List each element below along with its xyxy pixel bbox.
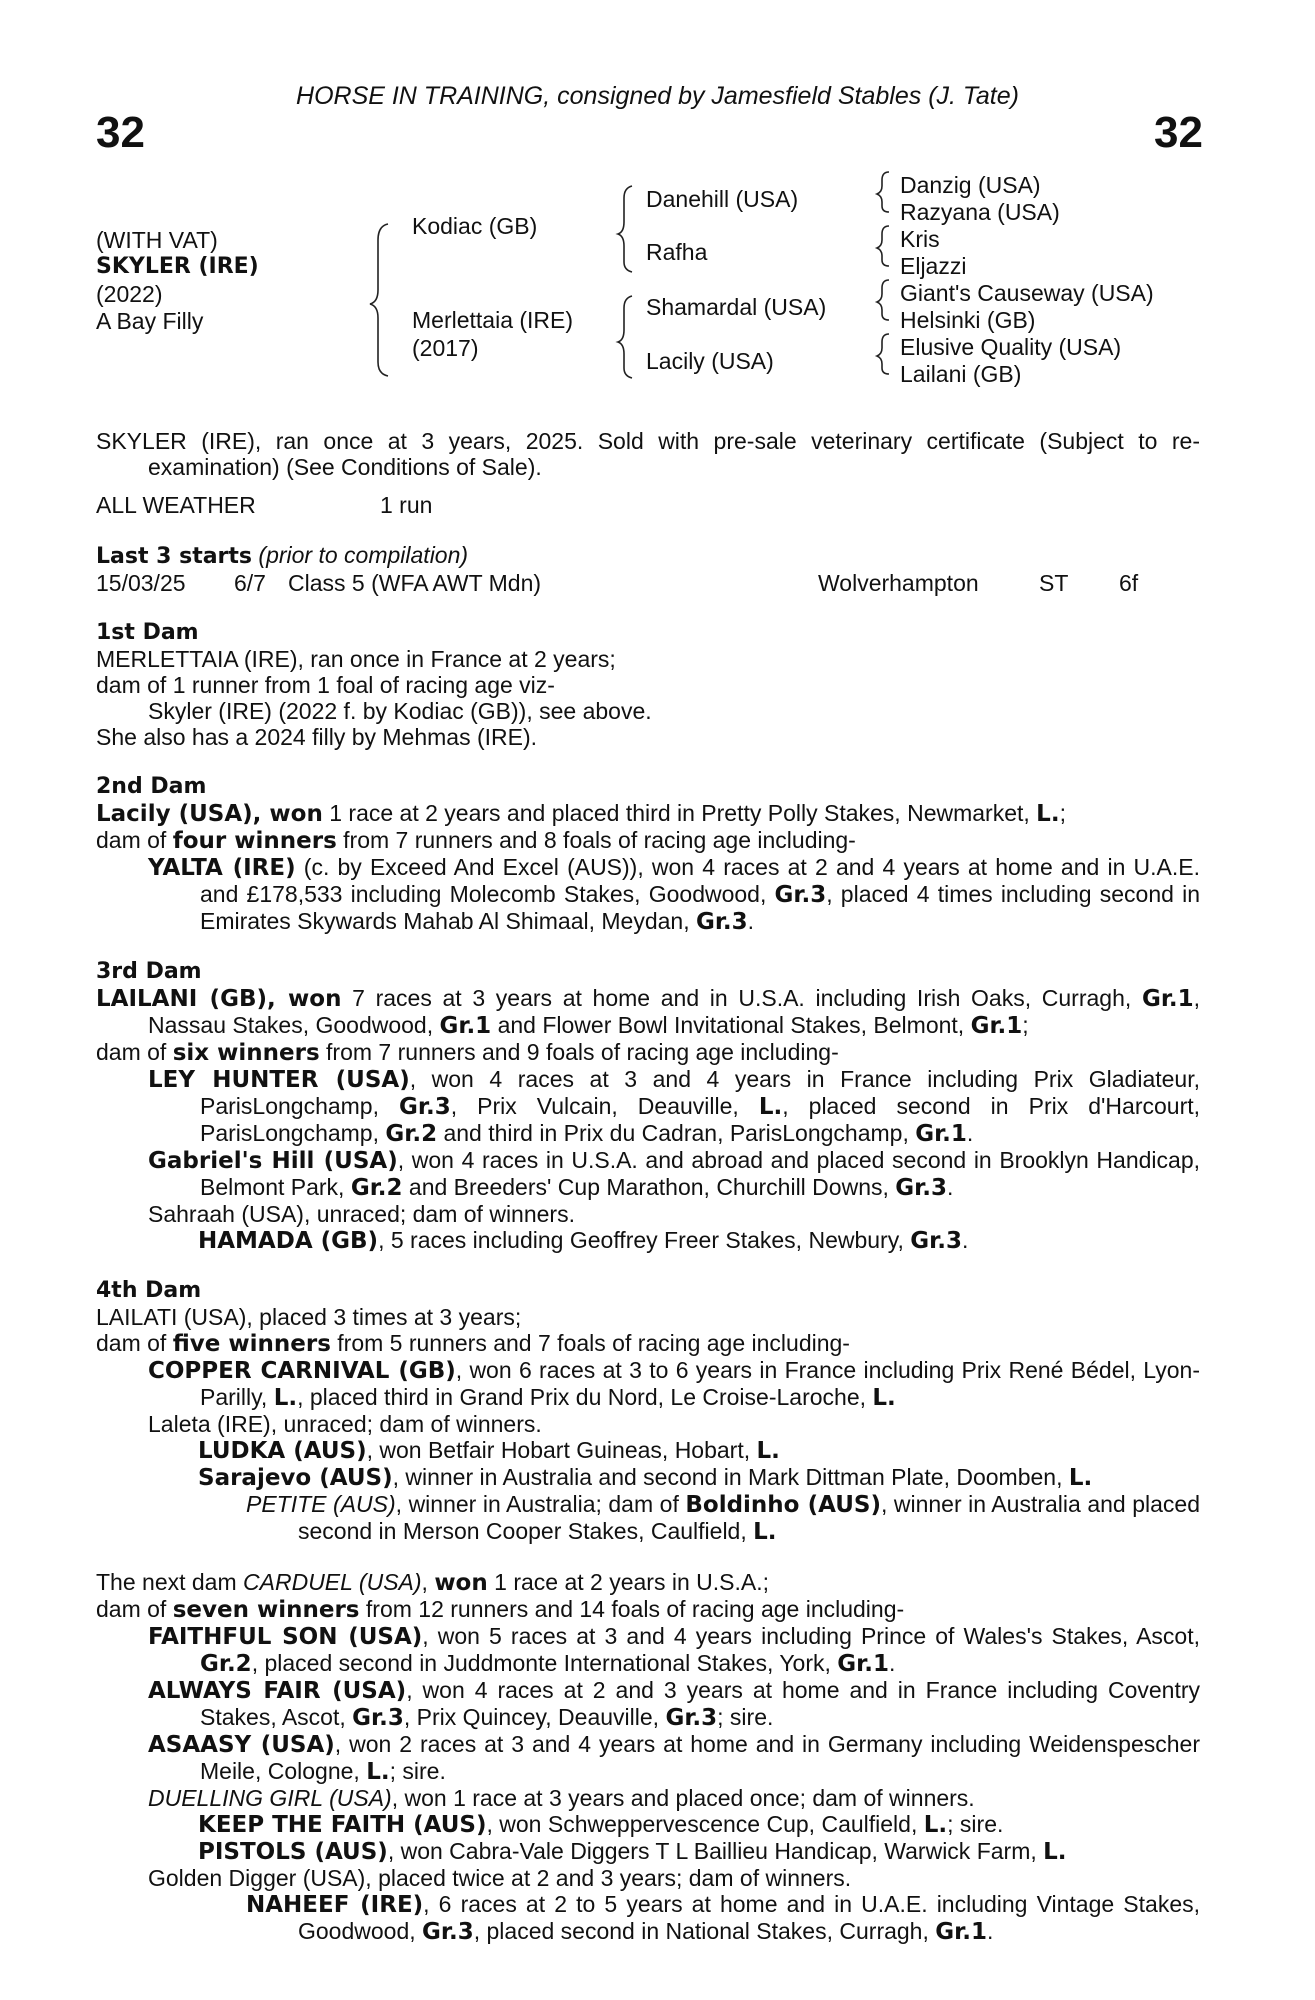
next-dam-line-2	[96, 1596, 1200, 1623]
start-row	[96, 570, 1200, 596]
text: ,	[421, 1569, 435, 1595]
start-course: Wolverhampton	[818, 570, 979, 596]
next-dam-won: won	[434, 1570, 488, 1596]
progeny-name: DUELLING GIRL (USA)	[148, 1785, 392, 1811]
gen3-3: Kris	[900, 226, 940, 252]
progeny-ludka	[96, 1437, 1200, 1464]
grade-badge: Gr.1	[439, 1013, 492, 1039]
next-dam-line-1	[96, 1569, 1200, 1596]
brace-dam	[618, 296, 632, 378]
gen3-1: Danzig (USA)	[900, 172, 1041, 198]
grade-badge: Gr.3	[910, 1228, 962, 1254]
text: dam of	[96, 827, 173, 853]
next-dam-name: CARDUEL (USA)	[243, 1569, 422, 1595]
dam-sire: Shamardal (USA)	[646, 294, 827, 320]
grade-badge: L.	[753, 1519, 777, 1545]
text: , won 2 races at 3 and 4 years at home and in Germany including Weidenspescher Meile, Cologne,	[200, 1731, 1200, 1784]
sire-dam: Rafha	[646, 239, 708, 265]
text: , winner in Australia and second in Mark Dittman Plate, Doomben,	[392, 1464, 1069, 1490]
progeny-keep-the-faith	[96, 1811, 1200, 1838]
grade-badge: L.	[756, 1438, 780, 1464]
progeny-yalta	[96, 854, 1200, 935]
progeny-sahraah: Sahraah (USA), unraced; dam of winners.	[148, 1201, 575, 1227]
gen3-4: Eljazzi	[900, 253, 967, 279]
text: , placed second in Prix d'Harcourt, ParisLongchamp,	[200, 1093, 1201, 1146]
fourth-dam-line-1: LAILATI (USA), placed 3 times at 3 years;	[96, 1304, 522, 1330]
text: , won 1 race at 3 years and placed once; dam of winners.	[391, 1785, 975, 1811]
grade-badge: Gr.1	[837, 1651, 889, 1677]
text: .	[946, 1174, 954, 1200]
text: from 7 runners and 8 foals of racing age including-	[336, 827, 856, 853]
text: ; sire.	[389, 1758, 446, 1784]
winners-count: four winners	[172, 828, 337, 854]
text: 7 races at 3 years at home and in U.S.A. including Irish Oaks, Curragh,	[341, 985, 1142, 1011]
progeny-name: PISTOLS (AUS)	[198, 1839, 388, 1865]
dam-name: Merlettaia (IRE)	[412, 307, 574, 333]
grade-badge: Gr.3	[774, 882, 827, 908]
text: , won 6 races at 3 to 6 years in France including Prix René Bédel, Lyon-Parilly,	[200, 1357, 1200, 1410]
second-dam-name: Lacily (USA)	[96, 801, 253, 827]
text: and Flower Bowl Invitational Stakes, Belmont,	[491, 1012, 971, 1038]
horse-description: A Bay Filly	[96, 308, 204, 334]
brace-g4	[877, 334, 889, 374]
text: , placed third in Grand Prix du Nord, Le Croise-Laroche,	[297, 1384, 873, 1410]
progeny-name: Sarajevo (AUS)	[198, 1465, 393, 1491]
grade-badge: L.	[366, 1759, 390, 1785]
text: ; sire.	[947, 1811, 1004, 1837]
grade-badge: L.	[758, 1094, 783, 1120]
grade-badge: L.	[1036, 801, 1060, 827]
text: from 12 runners and 14 foals of racing age including-	[359, 1596, 905, 1622]
grade-badge: Gr.1	[970, 1013, 1023, 1039]
grade-badge: Gr.3	[895, 1175, 947, 1201]
vat-label: (WITH VAT)	[96, 227, 218, 253]
grade-badge: Gr.3	[695, 909, 748, 935]
text: from 5 runners and 7 foals of racing age including-	[330, 1330, 850, 1356]
text: , won Schweppervescence Cup, Caulfield,	[486, 1811, 924, 1837]
grade-badge: Gr.1	[915, 1121, 967, 1147]
progeny-name: Gabriel's Hill (USA)	[148, 1148, 398, 1174]
brace-g1	[877, 172, 889, 212]
grade-badge: Gr.2	[385, 1121, 438, 1147]
gen3-6: Helsinki (GB)	[900, 307, 1036, 333]
lot-number-right: 32	[1154, 108, 1203, 157]
text: , won 4 races at 3 and 4 years in France including Prix Gladiateur, ParisLongchamp,	[200, 1066, 1200, 1119]
third-dam-name: LAILANI (GB)	[96, 986, 267, 1012]
brace-g2	[877, 226, 889, 266]
grade-badge: L.	[273, 1385, 298, 1411]
text: dam of	[96, 1039, 173, 1065]
fourth-dam-heading: 4th Dam	[96, 1278, 202, 1303]
progeny-naheef	[96, 1891, 1200, 1945]
grade-badge: Gr.1	[935, 1919, 987, 1945]
third-dam-won: won	[288, 986, 342, 1012]
progeny-name: ASAASY (USA)	[148, 1732, 335, 1758]
text: , winner in Australia; dam of	[395, 1491, 686, 1517]
start-date: 15/03/25	[96, 570, 186, 596]
text: , Prix Quincey, Deauville,	[403, 1704, 666, 1730]
progeny-copper-carnival	[96, 1357, 1200, 1411]
brace-sire	[618, 186, 632, 272]
text: from 7 runners and 9 foals of racing age including-	[319, 1039, 839, 1065]
text: , 6 races at 2 to 5 years at home and in U.A.E. including Vintage Stakes, Goodwood,	[298, 1891, 1200, 1944]
text: , placed second in Juddmonte International Stakes, York,	[251, 1650, 838, 1676]
race-record	[96, 492, 1200, 518]
third-dam-line-2	[96, 1039, 1200, 1066]
record-surface: ALL WEATHER	[96, 492, 256, 518]
text: .	[966, 1120, 974, 1146]
progeny-name: ALWAYS FAIR (USA)	[148, 1678, 407, 1704]
catalogue-body	[96, 428, 1200, 1945]
start-distance: 6f	[1119, 570, 1139, 596]
text: , won Cabra-Vale Diggers T L Baillieu Handicap, Warwick Farm,	[387, 1838, 1044, 1864]
text: , winner in Australia and placed second in Merson Cooper Stakes, Caulfield,	[298, 1491, 1200, 1544]
record-runs: 1 run	[380, 492, 433, 518]
sire-sire: Danehill (USA)	[646, 186, 799, 212]
gen3-8: Lailani (GB)	[900, 361, 1022, 387]
progeny-laleta: Laleta (IRE), unraced; dam of winners.	[148, 1411, 542, 1437]
gen3-5: Giant's Causeway (USA)	[900, 280, 1154, 306]
second-dam-line-2	[96, 827, 1200, 854]
gen3-7: Elusive Quality (USA)	[900, 334, 1122, 360]
progeny-golden-digger: Golden Digger (USA), placed twice at 2 and 3 years; dam of winners.	[148, 1865, 852, 1891]
text: dam of	[96, 1596, 173, 1622]
text: ; sire.	[717, 1704, 774, 1730]
winners-count: five winners	[172, 1331, 331, 1357]
start-going: ST	[1039, 570, 1069, 596]
progeny-name: FAITHFUL SON (USA)	[148, 1624, 423, 1650]
gen3-2: Razyana (USA)	[900, 199, 1060, 225]
first-dam-line-2: dam of 1 runner from 1 foal of racing age viz-	[96, 672, 555, 698]
horse-year: (2022)	[96, 281, 163, 307]
progeny-name: LEY HUNTER (USA)	[148, 1067, 410, 1093]
horse-name: SKYLER (IRE)	[96, 254, 259, 279]
progeny-always-fair	[96, 1677, 1200, 1731]
text: , won Betfair Hobart Guineas, Hobart,	[366, 1437, 757, 1463]
grade-badge: Gr.3	[665, 1705, 718, 1731]
progeny-faithful-son	[96, 1623, 1200, 1677]
third-dam-heading: 3rd Dam	[96, 959, 202, 984]
grade-badge: Gr.3	[399, 1094, 451, 1120]
text: and third in Prix du Cadran, ParisLongchamp,	[437, 1120, 916, 1146]
first-dam-line-4: She also has a 2024 filly by Mehmas (IRE).	[96, 724, 538, 750]
brace-main	[370, 224, 388, 376]
summary-paragraph: SKYLER (IRE), ran once at 3 years, 2025. Sold with pre-sale veterinary certificate (Subject to re-examination) (See Conditions of Sale).	[96, 428, 1200, 480]
text: The next dam	[96, 1569, 244, 1595]
last-starts-title: Last 3 starts	[96, 544, 253, 569]
grade-badge: L.	[872, 1385, 896, 1411]
text: (c. by Exceed And Excel (AUS)), won 4 races at 2 and 4 years at home and in U.A.E. and £178,533 including Molecomb Stakes, Goodwood,	[200, 854, 1200, 907]
text: .	[986, 1918, 994, 1944]
dam-year: (2017)	[412, 335, 479, 361]
progeny-name: PETITE (AUS)	[246, 1491, 396, 1517]
progeny-pistols	[96, 1838, 1200, 1865]
progeny-name: KEEP THE FAITH (AUS)	[198, 1812, 487, 1838]
progeny-name: HAMADA (GB)	[198, 1228, 379, 1254]
dam-dam: Lacily (USA)	[646, 348, 774, 374]
first-dam-heading: 1st Dam	[96, 620, 199, 645]
text: .	[961, 1227, 969, 1253]
text: , won 4 races in U.S.A. and abroad and placed second in Brooklyn Handicap, Belmont Park,	[200, 1147, 1201, 1200]
progeny-duelling-girl	[96, 1785, 1200, 1811]
progeny-name: YALTA (IRE)	[148, 855, 296, 881]
text: , 5 races including Geoffrey Freer Stakes, Newbury,	[378, 1227, 911, 1253]
text: ;	[1022, 1012, 1029, 1038]
progeny-ley-hunter	[96, 1066, 1200, 1147]
winners-count: seven winners	[172, 1597, 360, 1623]
text: , won 4 races at 2 and 3 years at home and in France including Coventry Stakes, Ascot,	[200, 1677, 1200, 1730]
last-starts-note: (prior to compilation)	[258, 542, 469, 568]
third-dam-line-1: LAILANI (GB), won 7 races at 3 years at home and in U.S.A. including Irish Oaks, Curragh, Gr.1, Nassau Stakes, Goodwood, Gr.1 and Flower Bowl Invitational Stakes, Belmont, Gr.1;	[96, 985, 1201, 1039]
lot-number-left: 32	[96, 108, 145, 157]
fourth-dam-line-2	[96, 1330, 1200, 1357]
progeny-sarajevo	[96, 1464, 1200, 1491]
progeny-name: COPPER CARNIVAL (GB)	[148, 1358, 456, 1384]
grade-badge: L.	[1068, 1465, 1093, 1491]
text: , Prix Vulcain, Deauville,	[450, 1093, 759, 1119]
second-dam-heading: 2nd Dam	[96, 774, 207, 799]
text: .	[747, 908, 755, 934]
text: and Breeders' Cup Marathon, Churchill Downs,	[402, 1174, 896, 1200]
last-starts-heading	[96, 542, 1200, 570]
grade-badge: Gr.1	[1141, 986, 1194, 1012]
text: , placed second in National Stakes, Curragh,	[473, 1918, 936, 1944]
second-dam-line-1: Lacily (USA), won 1 race at 2 years and placed third in Pretty Polly Stakes, Newmarket, L.;	[96, 800, 1066, 827]
first-dam-line-3: Skyler (IRE) (2022 f. by Kodiac (GB)), see above.	[148, 698, 652, 724]
second-dam-text: 1 race at 2 years and placed third in Pretty Polly Stakes, Newmarket,	[322, 800, 1037, 826]
progeny-petite	[96, 1491, 1200, 1545]
grade-badge: Gr.3	[352, 1705, 404, 1731]
start-race: Class 5 (WFA AWT Mdn)	[288, 570, 542, 596]
catalogue-header: HORSE IN TRAINING, consigned by Jamesfield Stables (J. Tate)	[296, 82, 1019, 110]
text: , Nassau Stakes, Goodwood,	[148, 985, 1201, 1038]
text: , placed 4 times including second in Emirates Skywards Mahab Al Shimaal, Meydan,	[200, 881, 1201, 934]
grade-badge: Gr.3	[422, 1919, 474, 1945]
grade-badge: Gr.2	[350, 1175, 403, 1201]
brace-g3	[877, 280, 889, 320]
progeny-gabriels-hill	[96, 1147, 1200, 1201]
grade-badge: L.	[923, 1812, 948, 1838]
sire-name: Kodiac (GB)	[412, 213, 538, 239]
first-dam-line-1: MERLETTAIA (IRE), ran once in France at 2 years;	[96, 646, 616, 672]
start-placing: 6/7	[234, 570, 266, 596]
progeny-name: NAHEEF (IRE)	[246, 1892, 424, 1918]
progeny-name: Boldinho (AUS)	[685, 1492, 881, 1518]
grade-badge: L.	[1043, 1839, 1067, 1865]
text: 1 race at 2 years in U.S.A.;	[487, 1569, 769, 1595]
winners-count: six winners	[172, 1040, 320, 1066]
text: dam of	[96, 1330, 173, 1356]
progeny-asaasy	[96, 1731, 1200, 1785]
progeny-hamada	[96, 1227, 1200, 1254]
text: .	[888, 1650, 896, 1676]
second-dam-won: won	[269, 801, 323, 827]
progeny-name: LUDKA (AUS)	[198, 1438, 367, 1464]
grade-badge: Gr.2	[200, 1651, 252, 1677]
text: , won 5 races at 3 and 4 years including Prince of Wales's Stakes, Ascot,	[422, 1623, 1200, 1649]
